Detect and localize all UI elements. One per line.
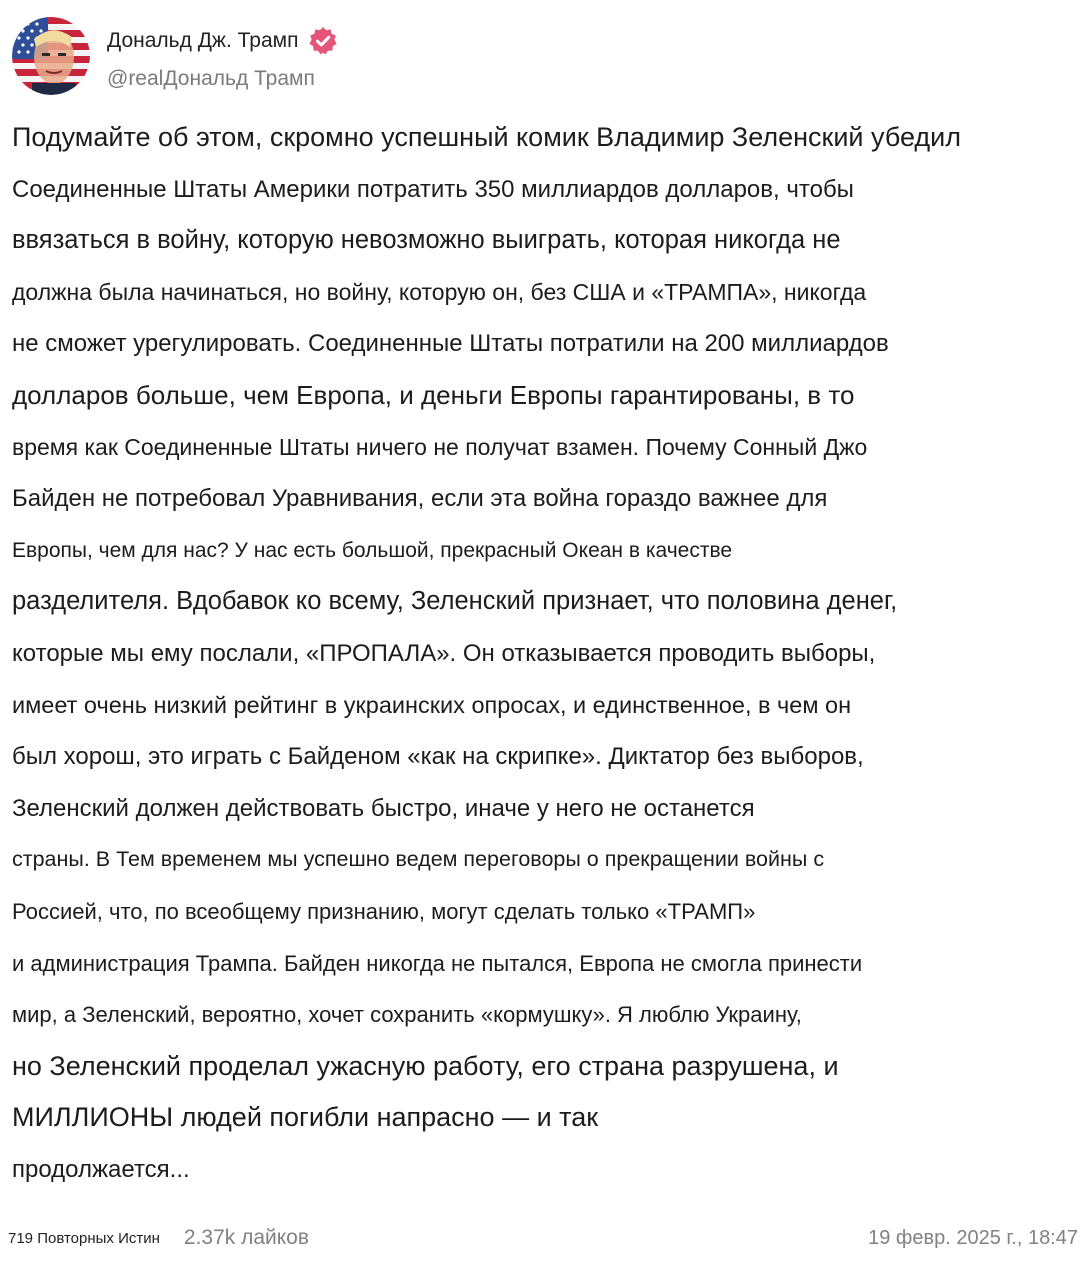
post-line: Соединенные Штаты Америки потратить 350 миллиардов долларов, чтобы: [12, 175, 854, 203]
post-line: и администрация Трампа. Байден никогда не пытался, Европа не смогла принести: [12, 950, 863, 976]
post-line: не сможет урегулировать. Соединенные Штаты потратили на 200 миллиардов: [12, 330, 889, 358]
post-line: продолжается...: [12, 1155, 190, 1183]
post-line: Байден не потребовал Уравнивания, если эта война гораздо важнее для: [12, 485, 828, 513]
post-line: разделителя. Вдобавок ко всему, Зеленский признает, что половина денег,: [12, 587, 898, 616]
post-line: которые мы ему послали, «ПРОПАЛА». Он отказывается проводить выборы,: [12, 639, 876, 667]
avatar-flag-portrait-icon: [12, 17, 90, 95]
post-line: был хорош, это играть с Байденом «как на скрипке». Диктатор без выборов,: [12, 743, 864, 771]
author-block: [107, 21, 338, 91]
name-row: [107, 21, 338, 61]
post-line: время как Соединенные Штаты ничего не получат взамен. Почему Сонный Джо: [12, 433, 868, 460]
post-line: МИЛЛИОНЫ людей погибли напрасно — и так: [12, 1102, 599, 1133]
post-line: ввязаться в войну, которую невозможно выиграть, которая никогда не: [12, 226, 841, 255]
post-footer: [8, 1218, 1078, 1258]
post-timestamp[interactable]: 19 февр. 2025 г., 18:47: [868, 1226, 1078, 1249]
post-line: Россией, что, по всеобщему признанию, могут сделать только «ТРАМП»: [12, 898, 756, 924]
avatar[interactable]: [12, 17, 90, 95]
post-line: имеет очень низкий рейтинг в украинских опросах, и единственное, в чем он: [12, 691, 852, 718]
author-handle[interactable]: @realДональд Трамп: [107, 67, 315, 90]
post-header: [12, 16, 338, 96]
post-line: но Зеленский проделал ужасную работу, его страна разрушена, и: [12, 1050, 839, 1081]
post-line: Европы, чем для нас? У нас есть большой, прекрасный Океан в качестве: [12, 538, 733, 562]
author-display-name[interactable]: Дональд Дж. Трамп: [107, 29, 299, 52]
post-line: должна была начинаться, но войну, которую он, без США и «ТРАМПА», никогда: [12, 278, 867, 305]
post-line: Подумайте об этом, скромно успешный комик Владимир Зеленский убедил: [12, 122, 961, 152]
post-line: мир, а Зеленский, вероятно, хочет сохранить «кормушку». Я люблю Украину,: [12, 1002, 802, 1028]
reposts-count[interactable]: 719 Повторных Истин: [8, 1229, 160, 1247]
post-line: Зеленский должен действовать быстро, иначе у него не останется: [12, 794, 755, 822]
post-line: долларов больше, чем Европа, и деньги Европы гарантированы, в то: [12, 379, 855, 410]
post-body: [12, 112, 1072, 1195]
post-line: страны. В Тем временем мы успешно ведем переговоры о прекращении войны с: [12, 847, 825, 872]
verified-badge-icon: [308, 26, 338, 56]
likes-count[interactable]: 2.37k лайков: [183, 1226, 310, 1249]
